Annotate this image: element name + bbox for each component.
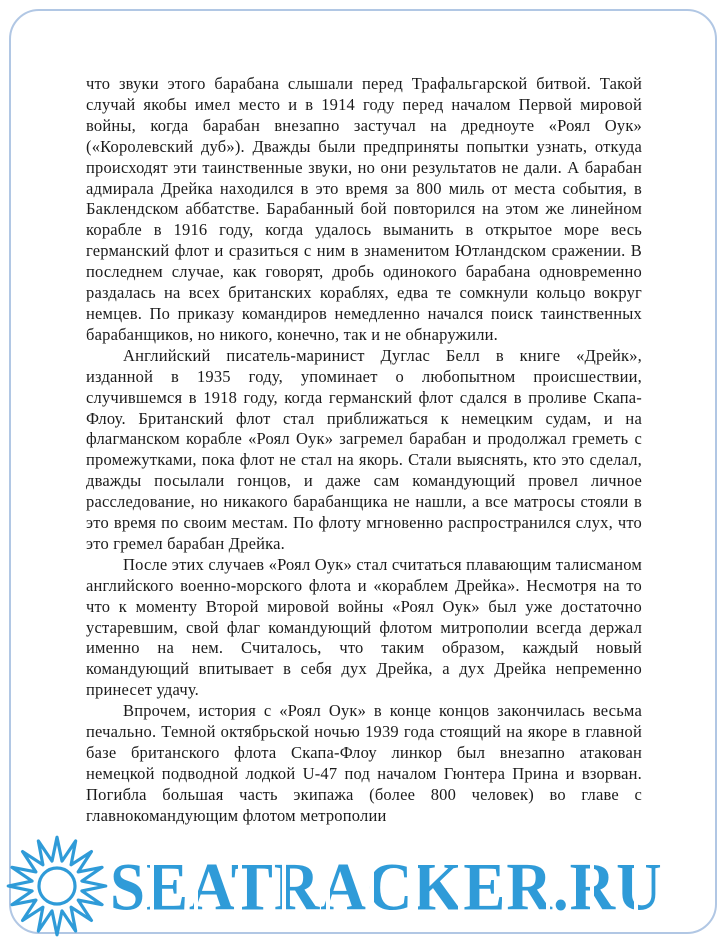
paragraph: что звуки этого барабана слышали перед Трафальгарской битвой. Такой случай якобы имел место и в 1914 году перед началом Первой мировой войны, когда барабан внезапно застучал на дредноуте «Роял Оук» («Королевский дуб»). Дважды были предприняты попытки узнать, откуда происходят эти таинственные звуки, но они результатов не дали. А барабан адмирала Дрейка находился в это время за 800 миль от места события, в Баклендском аббатстве. Барабанный бой повторился на этом же линейном корабле в 1916 году, когда удалось выманить в открытое море весь германский флот и сразиться с ним в знаменитом Ютландском сражении. В последнем случае, как говорят, дробь одинокого барабана одновременно раздалась на всех британских кораблях, едва те сомкнули кольцо вокруг немцев. По приказу командиров немедленно начался поиск таинственных барабанщиков, но никого, конечно, так и не обнаружили. (86, 74, 642, 344)
page-text-block (86, 74, 642, 827)
paragraph: После этих случаев «Роял Оук» стал считаться плавающим талисманом английского военно-морского флота и «кораблем Дрейка». Несмотря на то что к моменту Второй мировой войны «Роял Оук» был уже достаточно устаревшим, свой флаг командующий флотом митрополии всегда держал именно на нем. Считалось, что таким образом, каждый новый командующий впитывает в себя дух Дрейка, а дух Дрейка непременно принесет удачу. (86, 554, 642, 700)
paragraph: Впрочем, история с «Роял Оук» в конце концов закончилась весьма печально. Темной октябрьской ночью 1939 года стоящий на якоре в главной базе британского флота Скапа-Флоу линкор был внезапно атакован немецкой подводной лодкой U-47 под началом Гюнтера Прина и взорван. Погибла большая часть экипажа (более 800 человек) во главе с главнокомандующим флотом метрополии (86, 701, 642, 825)
watermark-text: SEATRACKER.RU (110, 848, 720, 927)
sun-logo-icon (4, 833, 110, 939)
paragraph: Английский писатель-маринист Дуглас Белл в книге «Дрейк», изданной в 1935 году, упоминает о любопытном происшествии, случившемся в 1918 году, когда германский флот сдался в проливе Скапа-Флоу. Британский флот стал приближаться к немецким судам, и на флагманском корабле «Роял Оук» загремел барабан и продолжал греметь с промежутками, пока флот не стал на якорь. Стали выяснять, кто это сделал, дважды посылали гонцов, и даже сам командующий провел личное расследование, но никакого барабанщика не нашли, а все матросы стояли в это время по своим местам. По флоту мгновенно распространился слух, что это гремел барабан Дрейка. (86, 345, 642, 553)
watermark (0, 833, 726, 943)
